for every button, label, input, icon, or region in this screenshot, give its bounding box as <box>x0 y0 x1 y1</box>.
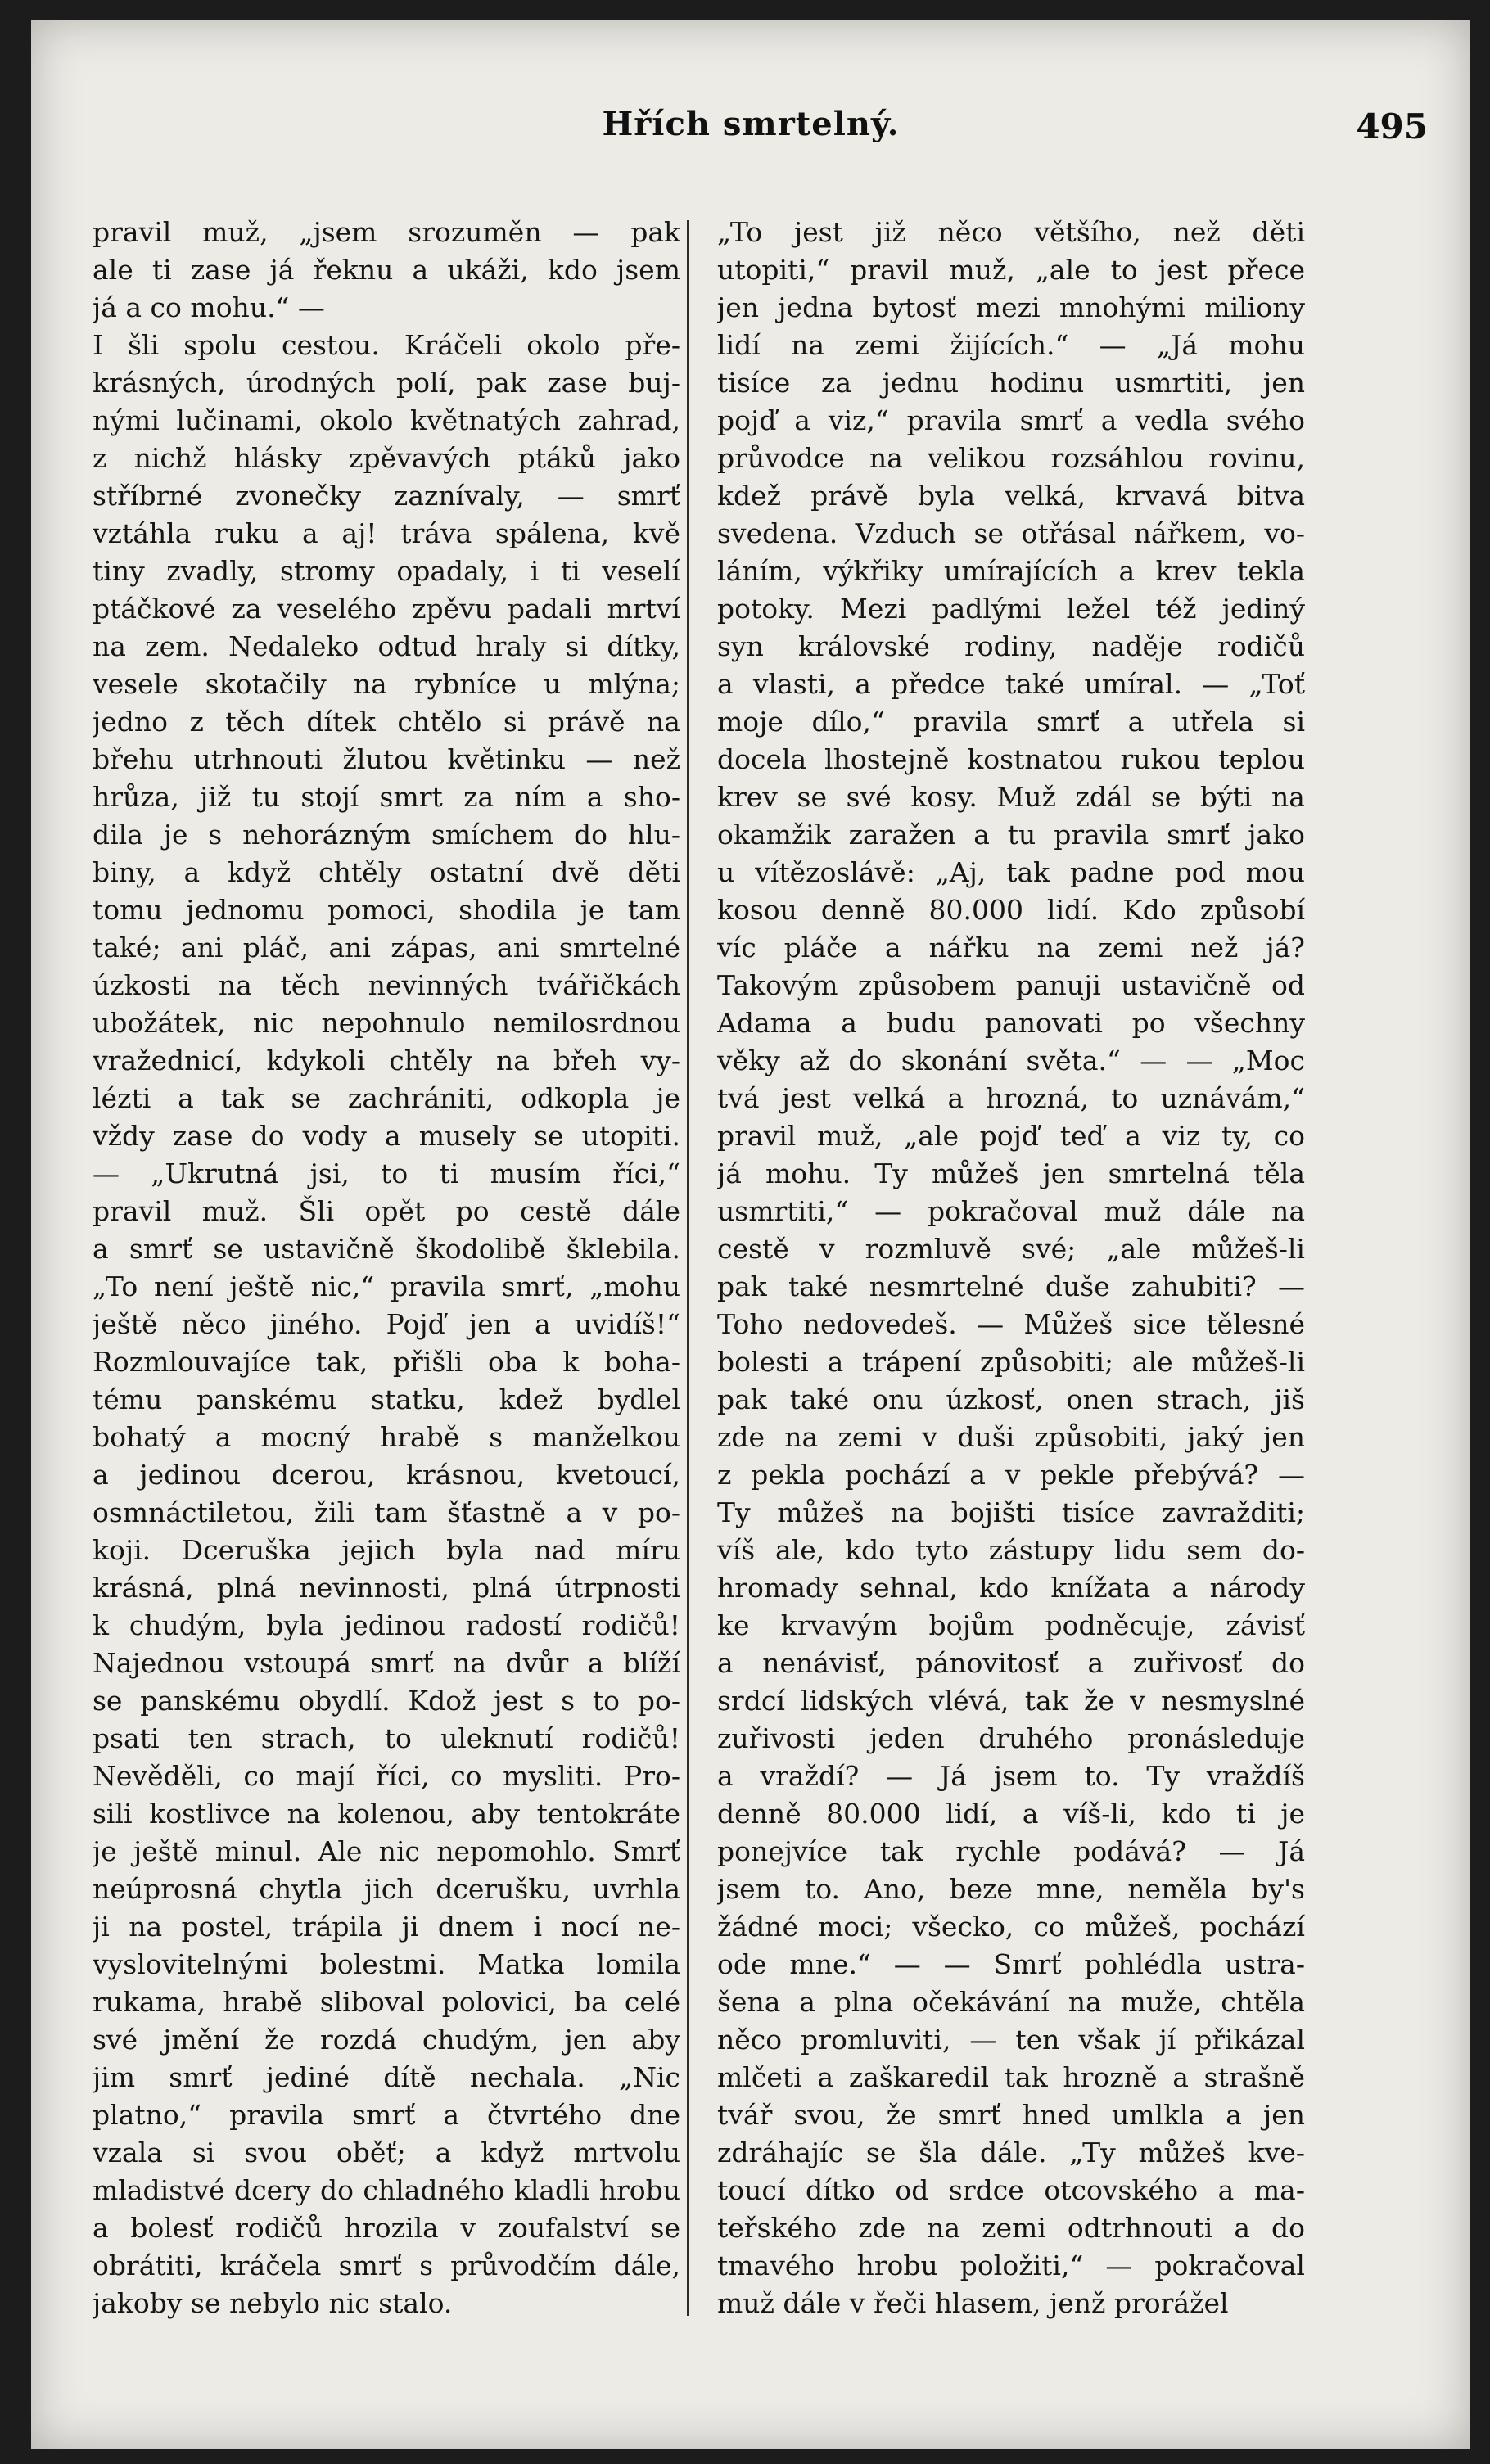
text-line: usmrtiti,“ — pokračoval muž dále na <box>717 1195 1305 1227</box>
text-line: ubožátek, nic nepohnulo nemilosrdnou <box>93 1007 680 1039</box>
text-line: „To není ještě nic,“ pravila smrť, „mohu <box>93 1270 680 1302</box>
text-line: Nevěděli, co mají říci, co mysliti. Pro- <box>93 1760 680 1792</box>
text-line: lidí na zemi žijících.“ — „Já mohu <box>717 329 1305 361</box>
text-line: jen jedna bytosť mezi mnohými miliony <box>717 291 1305 323</box>
text-line: něco promluviti, — ten však jí přikázal <box>717 2024 1305 2056</box>
text-line: z pekla pochází a v pekle přebývá? — <box>717 1459 1305 1491</box>
text-line: kdež právě byla velká, krvavá bitva <box>717 480 1305 512</box>
text-line: tmavého hrobu položiti,“ — pokračoval <box>717 2250 1305 2281</box>
text-line: břehu utrhnouti žlutou květinku — než <box>93 743 680 775</box>
text-line: věky až do skonání světa.“ — — „Moc <box>717 1045 1305 1076</box>
text-line: já mohu. Ty můžeš jen smrtelná těla <box>717 1158 1305 1189</box>
text-line: kosou denně 80.000 lidí. Kdo způsobí <box>717 894 1305 926</box>
text-line: a bolesť rodičů hrozila v zoufalství se <box>93 2212 680 2244</box>
text-line: vesele skotačily na rybníce u mlýna; <box>93 668 680 700</box>
text-line: pravil muž. Šli opět po cestě dále <box>93 1195 680 1227</box>
text-line: vyslovitelnými bolestmi. Matka lomila <box>93 1948 680 1980</box>
text-line: a smrť se ustavičně škodolibě šklebila. <box>93 1233 680 1265</box>
text-line: Takovým způsobem panuji ustavičně od <box>717 969 1305 1001</box>
text-line: se panskému obydlí. Kdož jest s to po- <box>93 1685 680 1717</box>
text-line: tému panskému statku, kdež bydlel <box>93 1383 680 1415</box>
text-line: a jedinou dcerou, krásnou, kvetoucí, <box>93 1459 680 1491</box>
text-line: víš ale, kdo tyto zástupy lidu sem do- <box>717 1534 1305 1566</box>
text-line: stříbrné zvonečky zaznívaly, — smrť <box>93 480 680 512</box>
text-line: vražednicí, kdykoli chtěly na břeh vy- <box>93 1045 680 1076</box>
text-line: teřského zde na zemi odtrhnouti a do <box>717 2212 1305 2244</box>
text-line: a vlasti, a předce také umíral. — „Toť <box>717 668 1305 700</box>
text-line: moje dílo,“ pravila smrť a utřela si <box>717 706 1305 738</box>
text-line: jakoby se nebylo nic stalo. <box>93 2287 453 2319</box>
text-line: je ještě minul. Ale nic nepomohlo. Smrť <box>93 1835 680 1867</box>
text-line: úzkosti na těch nevinných tvářičkách <box>93 969 680 1001</box>
book-page <box>31 20 1470 2449</box>
text-line: svedena. Vzduch se otřásal nářkem, vo- <box>717 517 1305 549</box>
text-line: ještě něco jiného. Pojď jen a uvidíš!“ <box>93 1308 680 1340</box>
text-line: pak také onu úzkosť, onen strach, jiš <box>717 1383 1305 1415</box>
text-line: láním, výkřiky umírajících a krev tekla <box>717 555 1305 587</box>
text-line: k chudým, byla jedinou radostí rodičů! <box>93 1609 680 1641</box>
text-line: Toho nedovedeš. — Můžeš sice tělesné <box>717 1308 1305 1340</box>
text-line: své jmění že rozdá chudým, jen aby <box>93 2024 680 2056</box>
text-line: muž dále v řeči hlasem, jenž prorážel <box>717 2287 1229 2319</box>
text-line: mlčeti a zaškaredil tak hrozně a strašně <box>717 2061 1305 2093</box>
text-line: okamžik zaražen a tu pravila smrť jako <box>717 819 1305 851</box>
text-line: já a co mohu.“ — <box>93 291 325 323</box>
text-line: Rozmlouvajíce tak, přišli oba k boha- <box>93 1346 680 1378</box>
text-line: ptáčkové za veselého zpěvu padali mrtví <box>93 593 680 625</box>
text-line: mladistvé dcery do chladného kladli hrobu <box>93 2174 680 2206</box>
text-line: hromady sehnal, kdo knížata a národy <box>717 1572 1305 1604</box>
text-line: Najednou vstoupá smrť na dvůr a blíží <box>93 1647 680 1679</box>
text-line: pojď a viz,“ pravila smrť a vedla svého <box>717 404 1305 436</box>
text-line: tomu jednomu pomoci, shodila je tam <box>93 894 680 926</box>
text-line: osmnáctiletou, žili tam šťastně a v po- <box>93 1496 680 1528</box>
text-line: tvá jest velká a hrozná, to uznávám,“ <box>717 1082 1305 1114</box>
text-line: bolesti a trápení způsobiti; ale můžeš-li <box>717 1346 1305 1378</box>
text-line: také; ani pláč, ani zápas, ani smrtelné <box>93 932 680 963</box>
text-line: ale ti zase já řeknu a ukáži, kdo jsem <box>93 254 680 286</box>
text-line: pravil muž, „ale pojď teď a viz ty, co <box>717 1120 1305 1152</box>
text-line: vzala si svou oběť; a když mrtvolu <box>93 2137 680 2168</box>
text-line: biny, a když chtěly ostatní dvě děti <box>93 856 680 888</box>
text-line: ke krvavým bojům podněcuje, závisť <box>717 1609 1305 1641</box>
text-line: průvodce na velikou rozsáhlou rovinu, <box>717 442 1305 474</box>
text-line: zuřivosti jeden druhého pronásleduje <box>717 1722 1305 1754</box>
text-line: tvář svou, že smrť hned umlkla a jen <box>717 2099 1305 2131</box>
text-line: Ty můžeš na bojišti tisíce zavražditi; <box>717 1496 1305 1528</box>
text-line: pravil muž, „jsem srozuměn — pak <box>93 216 680 248</box>
text-line: I šli spolu cestou. Kráčeli okolo pře- <box>93 329 680 361</box>
text-line: na zem. Nedaleko odtud hraly si dítky, <box>93 630 680 662</box>
text-line: bohatý a mocný hrabě s manželkou <box>93 1421 680 1453</box>
text-line: docela lhostejně kostnatou rukou teplou <box>717 743 1305 775</box>
text-line: toucí dítko od srdce otcovského a ma- <box>717 2174 1305 2206</box>
text-line: jedno z těch dítek chtělo si právě na <box>93 706 680 738</box>
column-divider <box>687 220 689 2316</box>
text-line: lézti a tak se zachrániti, odkopla je <box>93 1082 680 1114</box>
text-line: žádné moci; všecko, co můžeš, pochází <box>717 1911 1305 1943</box>
text-line: tiny zvadly, stromy opadaly, i ti veselí <box>93 555 680 587</box>
text-line: jim smrť jediné dítě nechala. „Nic <box>93 2061 680 2093</box>
text-line: ji na postel, trápila ji dnem i nocí ne- <box>93 1911 680 1943</box>
text-line: cestě v rozmluvě své; „ale můžeš-li <box>717 1233 1305 1265</box>
text-line: platno,“ pravila smrť a čtvrtého dne <box>93 2099 680 2131</box>
text-line: pak také nesmrtelné duše zahubiti? — <box>717 1270 1305 1302</box>
text-line: „To jest již něco většího, než děti <box>717 216 1305 248</box>
text-line: a vraždí? — Já jsem to. Ty vraždíš <box>717 1760 1305 1792</box>
text-line: dila je s nehorázným smíchem do hlu- <box>93 819 680 851</box>
text-line: víc pláče a nářku na zemi než já? <box>717 932 1305 963</box>
running-title: Hřích smrtelný. <box>602 105 900 143</box>
text-line: u vítězoslávě: „Aj, tak padne pod mou <box>717 856 1305 888</box>
text-line: šena a plna očekávání na muže, chtěla <box>717 1986 1305 2018</box>
text-line: denně 80.000 lidí, a víš-li, kdo ti je <box>717 1798 1305 1830</box>
text-line: srdcí lidských vlévá, tak že v nesmyslné <box>717 1685 1305 1717</box>
text-line: hrůza, již tu stojí smrt za ním a sho- <box>93 781 680 813</box>
text-line: syn královské rodiny, naděje rodičů <box>717 630 1305 662</box>
text-line: krev se své kosy. Muž zdál se býti na <box>717 781 1305 813</box>
text-line: neúprosná chytla jich dcerušku, uvrhla <box>93 1873 680 1905</box>
text-line: a nenávisť, pánovitosť a zuřivosť do <box>717 1647 1305 1679</box>
left-column <box>93 214 680 2322</box>
text-line: z nichž hlásky zpěvavých ptáků jako <box>93 442 680 474</box>
text-line: rukama, hrabě sliboval polovici, ba celé <box>93 1986 680 2018</box>
text-line: krásná, plná nevinnosti, plná útrpnosti <box>93 1572 680 1604</box>
text-line: zde na zemi v duši způsobiti, jaký jen <box>717 1421 1305 1453</box>
text-line: Adama a budu panovati po všechny <box>717 1007 1305 1039</box>
text-line: obrátiti, kráčela smrť s průvodčím dále, <box>93 2250 680 2281</box>
text-line: zdráhajíc se šla dále. „Ty můžeš kve- <box>717 2137 1305 2168</box>
text-line: vždy zase do vody a musely se utopiti. <box>93 1120 680 1152</box>
text-line: koji. Dceruška jejich byla nad míru <box>93 1534 680 1566</box>
right-column <box>717 214 1305 2322</box>
text-line: krásných, úrodných polí, pak zase buj- <box>93 367 680 399</box>
text-line: nými lučinami, okolo květnatých zahrad, <box>93 404 680 436</box>
text-line: vztáhla ruku a aj! tráva spálena, kvě <box>93 517 680 549</box>
text-line: psati ten strach, to uleknutí rodičů! <box>93 1722 680 1754</box>
text-line: ponejvíce tak rychle podává? — Já <box>717 1835 1305 1867</box>
text-line: utopiti,“ pravil muž, „ale to jest přece <box>717 254 1305 286</box>
text-line: potoky. Mezi padlými ležel též jediný <box>717 593 1305 625</box>
text-line: tisíce za jednu hodinu usmrtiti, jen <box>717 367 1305 399</box>
text-line: sili kostlivce na kolenou, aby tentokráte <box>93 1798 680 1830</box>
text-line: jsem to. Ano, beze mne, neměla by's <box>717 1873 1305 1905</box>
page-header <box>31 105 1470 170</box>
page-number: 495 <box>1356 106 1428 147</box>
text-line: ode mne.“ — — Smrť pohlédla ustra- <box>717 1948 1305 1980</box>
text-line: — „Ukrutná jsi, to ti musím říci,“ <box>93 1158 680 1189</box>
